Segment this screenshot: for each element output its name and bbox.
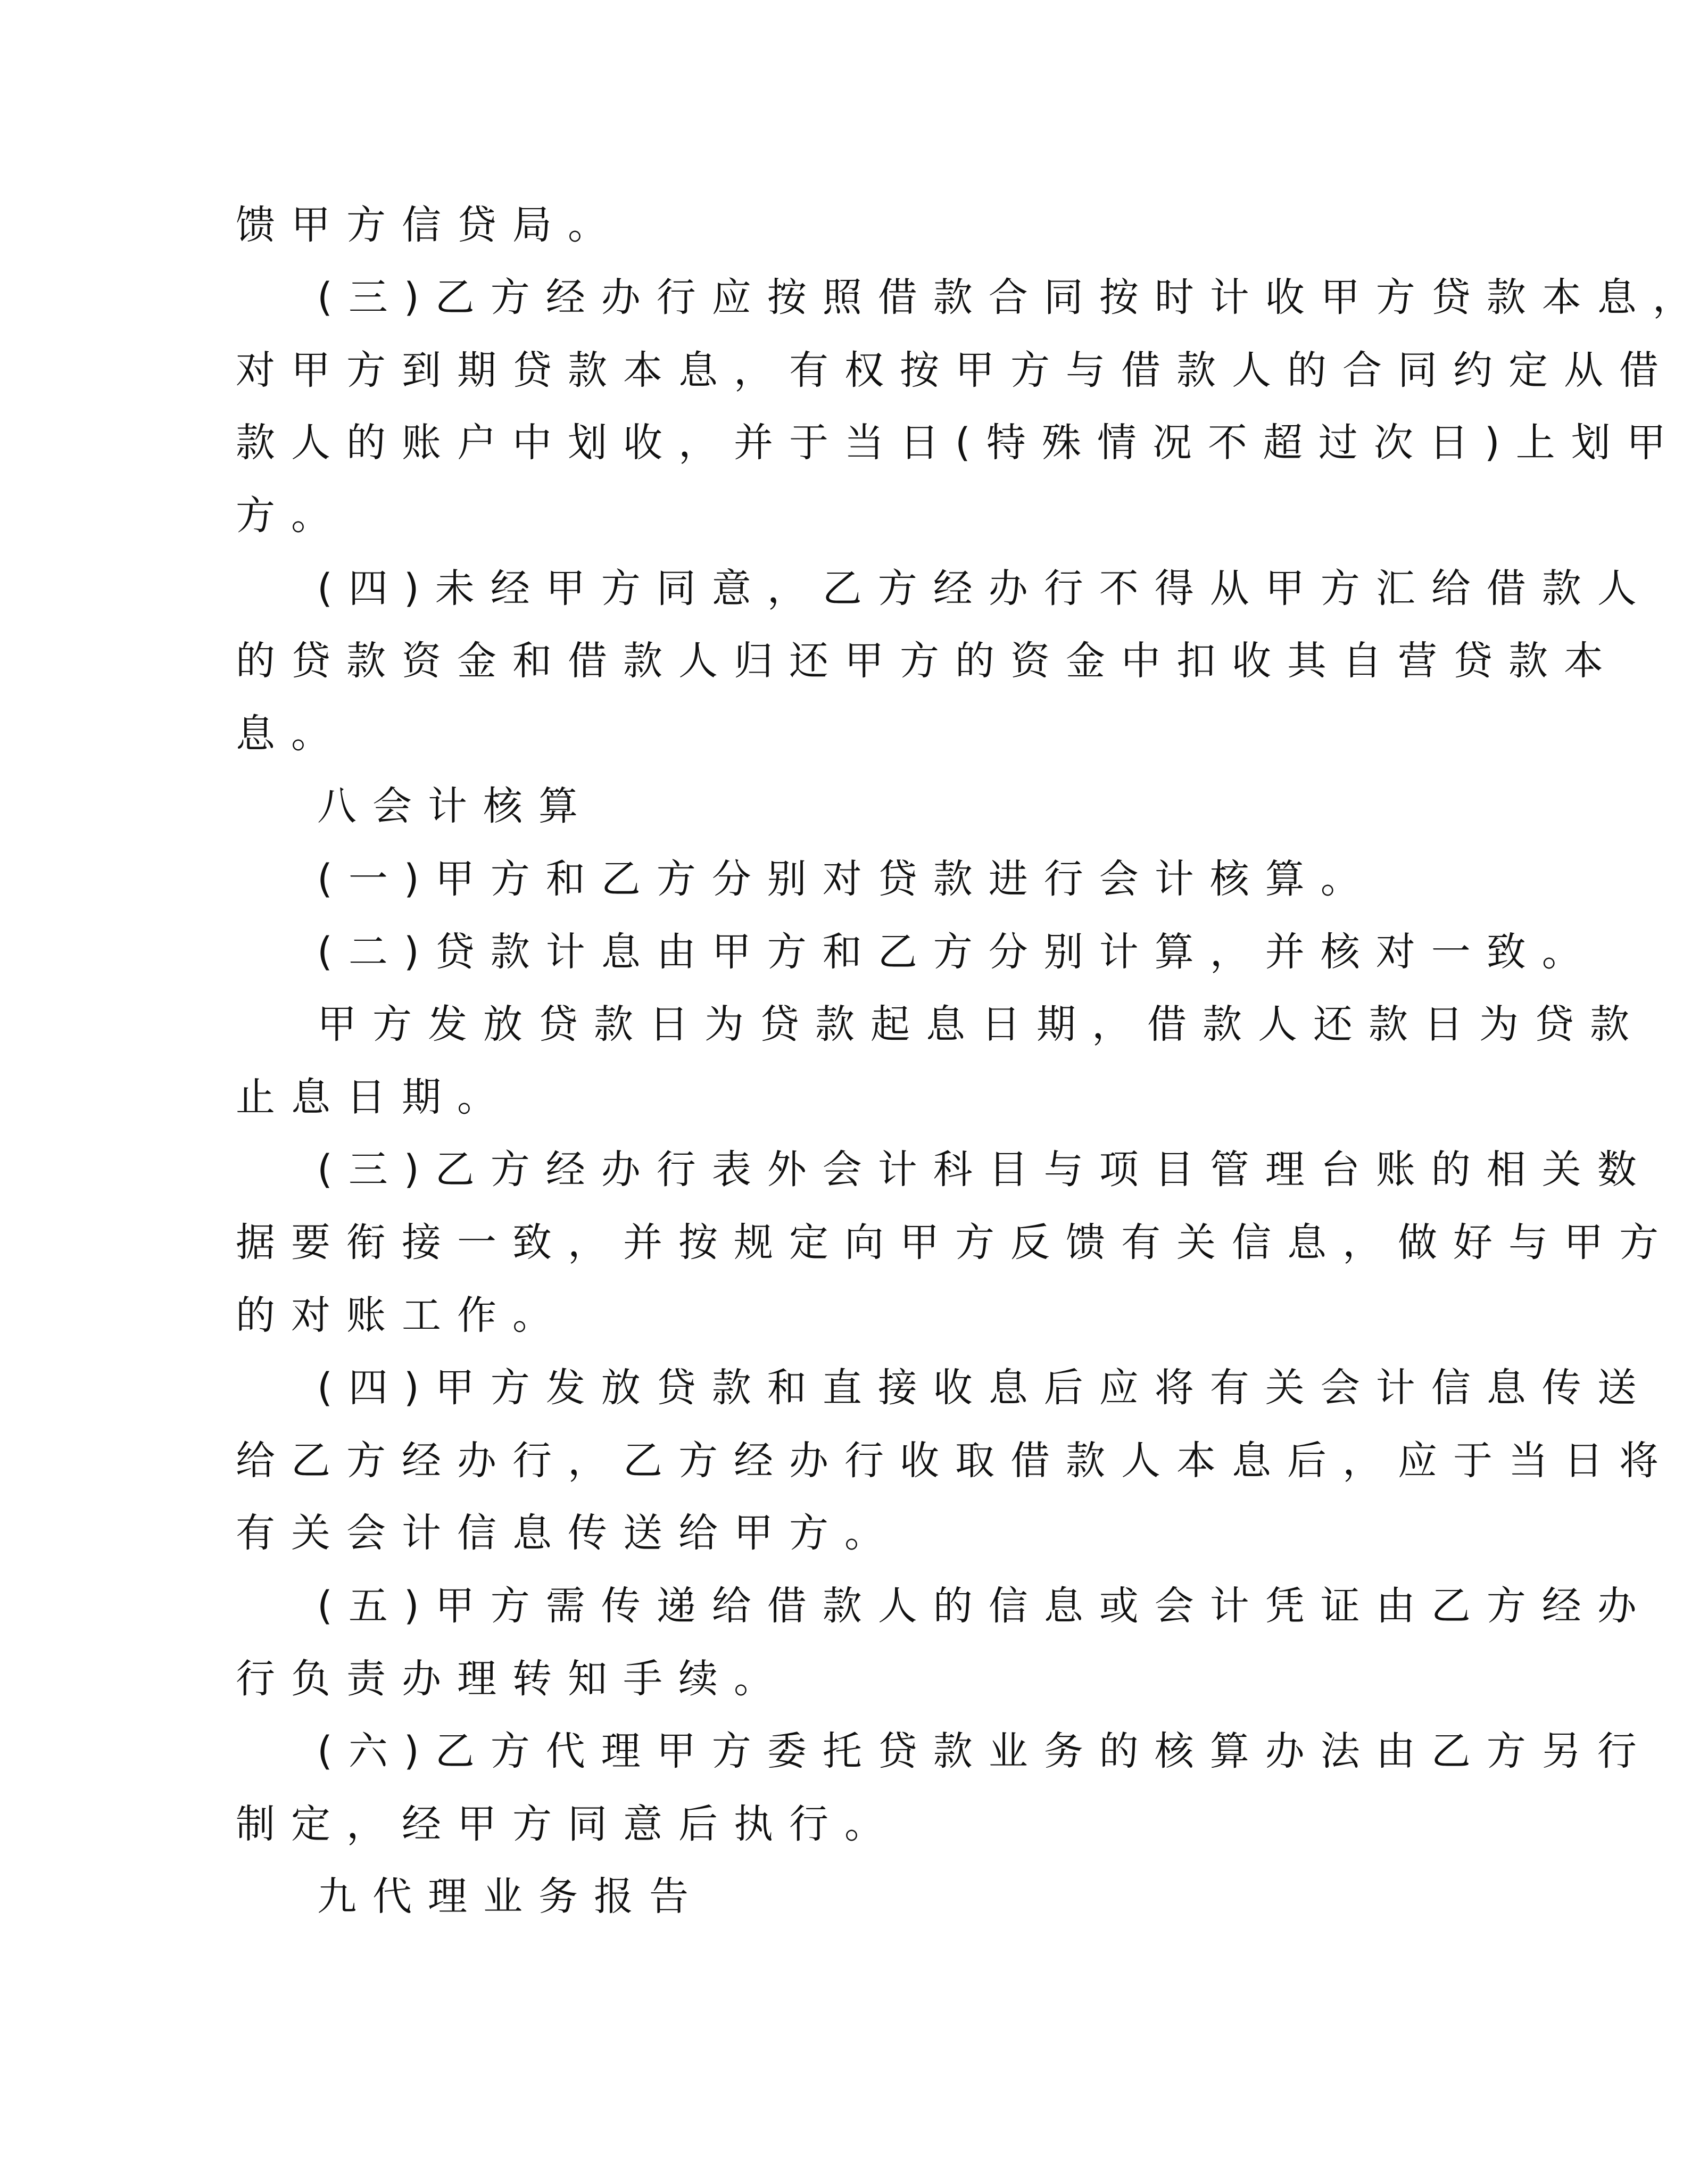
text-line: 的对账工作。 <box>236 1293 568 1338</box>
text-line: (六)乙方代理甲方委托贷款业务的核算办法由乙方另行 <box>317 1728 1653 1774</box>
section-heading: 九代理业务报告 <box>317 1874 704 1919</box>
text-line: 方。 <box>236 493 346 539</box>
text-line: 馈甲方信贷局。 <box>236 202 623 248</box>
text-line: (四)甲方发放贷款和直接收息后应将有关会计信息传送 <box>317 1365 1653 1411</box>
text-line: 据要衔接一致，并按规定向甲方反馈有关信息，做好与甲方 <box>236 1220 1674 1265</box>
text-line: 的贷款资金和借款人归还甲方的资金中扣收其自营贷款本 <box>236 638 1619 684</box>
section-heading: 八会计核算 <box>317 783 594 829</box>
text-line: 给乙方经办行，乙方经办行收取借款人本息后，应于当日将 <box>236 1438 1674 1484</box>
text-line: 息。 <box>236 711 346 757</box>
text-line: 款人的账户中划收，并于当日(特殊情况不超过次日)上划甲 <box>236 420 1682 466</box>
text-line: 止息日期。 <box>236 1074 512 1120</box>
text-line: (三)乙方经办行表外会计科目与项目管理台账的相关数 <box>317 1147 1653 1192</box>
text-line: 制定，经甲方同意后执行。 <box>236 1801 900 1847</box>
text-line: (一)甲方和乙方分别对贷款进行会计核算。 <box>317 856 1376 902</box>
text-line: (四)未经甲方同意，乙方经办行不得从甲方汇给借款人 <box>317 566 1653 611</box>
text-line: (三)乙方经办行应按照借款合同按时计收甲方贷款本息， <box>317 275 1708 320</box>
text-line: 有关会计信息传送给甲方。 <box>236 1510 900 1556</box>
text-line: 甲方发放贷款日为贷款起息日期，借款人还款日为贷款 <box>317 1001 1645 1047</box>
text-line: 行负责办理转知手续。 <box>236 1656 789 1702</box>
text-line: 对甲方到期贷款本息，有权按甲方与借款人的合同约定从借 <box>236 347 1674 393</box>
text-line: (二)贷款计息由甲方和乙方分别计算，并核对一致。 <box>317 929 1597 975</box>
text-line: (五)甲方需传递给借款人的信息或会计凭证由乙方经办 <box>317 1583 1653 1629</box>
